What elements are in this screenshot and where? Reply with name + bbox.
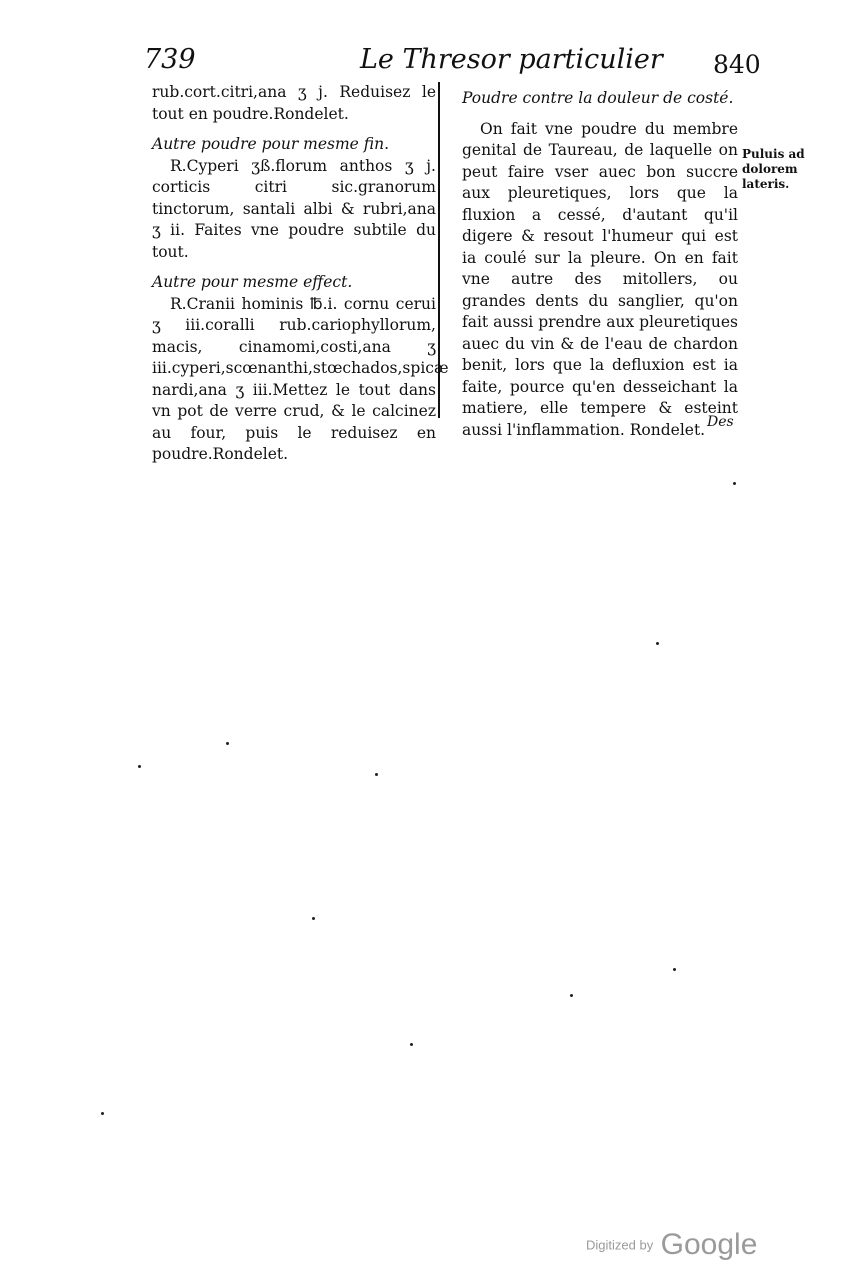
scan-speck: [375, 773, 378, 776]
scan-speck: [101, 1112, 104, 1115]
margin-note-line: lateris.: [742, 177, 790, 191]
body-text: On fait vne poudre du membre genital de Taureau, de laquelle on peut faire vser auec bon succre aux pleuretiques, lors que la fluxion a cessé, d'autant qu'il digere & resout l'humeur qui est ia coulé sur la pleure. On en fait vne autre des mitollers, ou grandes dents du sanglier, qu'on fait aussi prendre aux pleuretiques auec du vin & de l'eau de chardon benit, lors que la defluxion est ia faite, pource qu'en desseichant la matiere, elle tempere & esteint aussi l'inflammation. Rondelet.: [462, 119, 738, 439]
scan-speck: [673, 968, 676, 971]
section-heading: Autre pour mesme effect.: [152, 273, 353, 291]
left-page-number: 739: [144, 44, 196, 75]
digitized-watermark: [586, 1228, 757, 1262]
scan-speck: [570, 994, 573, 997]
scan-speck: [733, 482, 736, 485]
scan-speck: [226, 742, 229, 745]
catchword: Des: [707, 414, 734, 430]
section-heading: Autre poudre pour mesme fin.: [152, 135, 390, 153]
recipe-text: R.Cyperi ʒß.florum anthos ʒ j. corticis citri sic.granorum tinctorum, santali albi & rubri,ana ʒ ii. Faites vne poudre subtile du tout.: [152, 156, 436, 261]
margin-note: [742, 147, 822, 192]
running-title: Le Thresor particulier: [360, 44, 663, 75]
scan-speck: [312, 917, 315, 920]
section-heading: Poudre contre la douleur de costé.: [462, 89, 734, 107]
left-intro-text: rub.cort.citri,ana ʒ j. Reduisez le tout en poudre.Rondelet.: [152, 83, 436, 123]
google-logo: Google: [660, 1228, 758, 1261]
scan-speck: [656, 642, 659, 645]
right-page-number: 840: [713, 50, 761, 79]
column-divider: [438, 82, 440, 418]
digitized-by-label: Digitized by: [586, 1237, 654, 1253]
recipe-text: R.Cranii hominis ℔.i. cornu cerui ʒ iii.coralli rub.cariophyllorum, macis, cinamomi,costi,ana ʒ iii.cyperi,scœnanthi,stœchados,spicæ nardi,ana ʒ iii.Mettez le tout dans vn pot de verre crud, & le calcinez au four, puis le reduisez en poudre.Rondelet.: [152, 294, 449, 463]
margin-note-line: Puluis ad: [742, 147, 805, 161]
scan-speck: [138, 765, 141, 768]
scan-speck: [410, 1043, 413, 1046]
left-column: [152, 82, 449, 466]
margin-note-line: dolorem: [742, 162, 798, 176]
right-column: [462, 88, 738, 441]
